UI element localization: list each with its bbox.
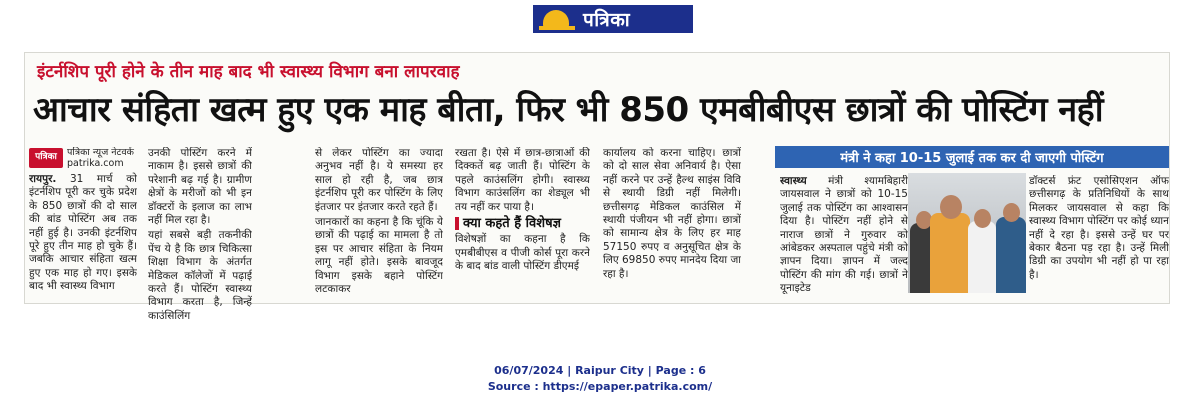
paragraph: कार्यालय को करना चाहिए। छात्रों को दो साल सेवा अनिवार्य है। ऐसा नहीं करने पर उन्हें हैल्थ साइंस विवि से स्थायी डिग्री नहीं मिलेगी। छत्तीसगढ़ मेडिकल काउंसिल में स्थायी पंजीयन भी नहीं होगा। छात्रों को सामान्य क्षेत्र के लिए हर माह 57150 रुपए व अनुसूचित क्षेत्र के लिए 69850 रुपए मानदेय दिया जा रहा है। [603,147,741,280]
patrika-mini-logo: पत्रिका [29,148,63,168]
masthead-logo [533,5,693,33]
section-subhead: क्या कहते हैं विशेषज्ञ [455,217,590,230]
byline-agency: पत्रिका न्यूज नेटवर्क [67,147,134,158]
article-column-4 [455,147,590,276]
news-photo [908,173,1026,293]
main-headline: आचार संहिता खत्म हुए एक माह बीता, फिर भी 850 एमबीबीएस छात्रों की पोस्टिंग नहीं [33,90,1104,130]
byline [29,147,137,169]
sidebar-column-2 [1029,175,1169,284]
article-column-3 [315,147,443,298]
paragraph: 31 मार्च को इंटर्नशिप पूरी कर चुके प्रदेश के 850 छात्रों की दो साल की बांड पोस्टिंग अब तक नहीं हुई है। उनकी इंटर्नशिप पूरे हुए तीन माह हो चुके हैं। जबकि आचार संहिता खत्म हुए एक माह हो गए। इसके बाद भी स्वास्थ्य विभाग [29,173,137,293]
masthead-name: पत्रिका [583,9,631,31]
sidebar-headline: मंत्री ने कहा 10-15 जुलाई तक कर दी जाएगी पोस्टिंग [775,146,1169,168]
article-column-5 [603,147,741,283]
sidebar-column-1 [780,175,908,298]
paragraph: यहां सबसे बड़ी तकनीकी पेंच ये है कि छात्र चिकित्सा शिक्षा विभाग के अंतर्गत मेडिकल कॉलेजों में पढ़ाई करते हैं। पोस्टिंग स्वास्थ्य विभाग करता है, जिन्हें काउंसिलिंग [148,229,252,322]
edition-info: 06/07/2024 | Raipur City | Page : 6 [494,364,706,377]
paragraph: जानकारों का कहना है कि चूंकि ये छात्रों की पढ़ाई का मामला है तो इस पर आचार संहिता के नियम लागू नहीं होते। इसके बावजूद विभाग इसके बहाने पोस्टिंग लटकाकर [315,216,443,296]
article-column-1 [29,147,137,296]
byline-site: patrika.com [67,158,124,169]
news-article [24,52,1170,322]
subhead-marker-icon [455,217,459,230]
paragraph: उनकी पोस्टिंग करने में नाकाम है। इससे छात्रों की परेशानी बढ़ गई है। ग्रामीण क्षेत्रों के मरीजों को भी इन डॉक्टरों के इलाज का लाभ नहीं मिल रहा है। [148,147,252,227]
paragraph: रखता है। ऐसे में छात्र-छात्राओं की दिक्कतें बढ़ जाती हैं। पोस्टिंग के पहले काउंसलिंग होगी। स्वास्थ्य विभाग काउंसलिंग का शेड्यूल भी तय नहीं कर पाया है। [455,147,590,213]
paragraph: से लेकर पोस्टिंग का ज्यादा अनुभव नहीं है। ये समस्या हर साल हो रही है, जब छात्र इंटर्नशिप पूरी कर पोस्टिंग के लिए इंतजार पर इंतजार करते रहते हैं। [315,147,443,213]
article-column-2 [148,147,252,325]
paragraph: डॉक्टर्स फ्रंट एसोसिएशन ऑफ छत्तीसगढ़ के प्रतिनिधियों के साथ मिलकर जायसवाल से कहा कि स्वास्थ्य विभाग पोस्टिंग पर कोई ध्यान नहीं दे रहा है। इससे उन्हें घर पर बेकार बैठना पड़ रहा है। उन्हें मिली डिग्री का उपयोग भी नहीं हो पा रहा है। [1029,175,1169,281]
dateline-city: रायपुर. [29,173,57,185]
kicker-headline: इंटर्नशिप पूरी होने के तीन माह बाद भी स्वास्थ्य विभाग बना लापरवाह [37,62,460,82]
paragraph: विशेषज्ञों का कहना है कि एमबीबीएस व पीजी कोर्स पूरा करने के बाद बांड वाली पोस्टिंग डीएमई [455,233,590,273]
source-link[interactable]: Source : https://epaper.patrika.com/ [487,380,713,393]
sidebar-lead: स्वास्थ्य [780,175,807,187]
paragraph: मंत्री श्यामबिहारी जायसवाल ने छात्रों को 10-15 जुलाई तक पोस्टिंग का आश्वासन दिया है। पोस्टिंग नहीं होने से नाराज छात्रों ने गुरुवार को आंबेडकर अस्पताल पहुंचे मंत्री को ज्ञापन दिया। ज्ञापन में जल्द पोस्टिंग की मांग की गई। छात्रों ने यूनाइटेड [780,175,908,295]
sun-emblem-icon [539,8,575,30]
